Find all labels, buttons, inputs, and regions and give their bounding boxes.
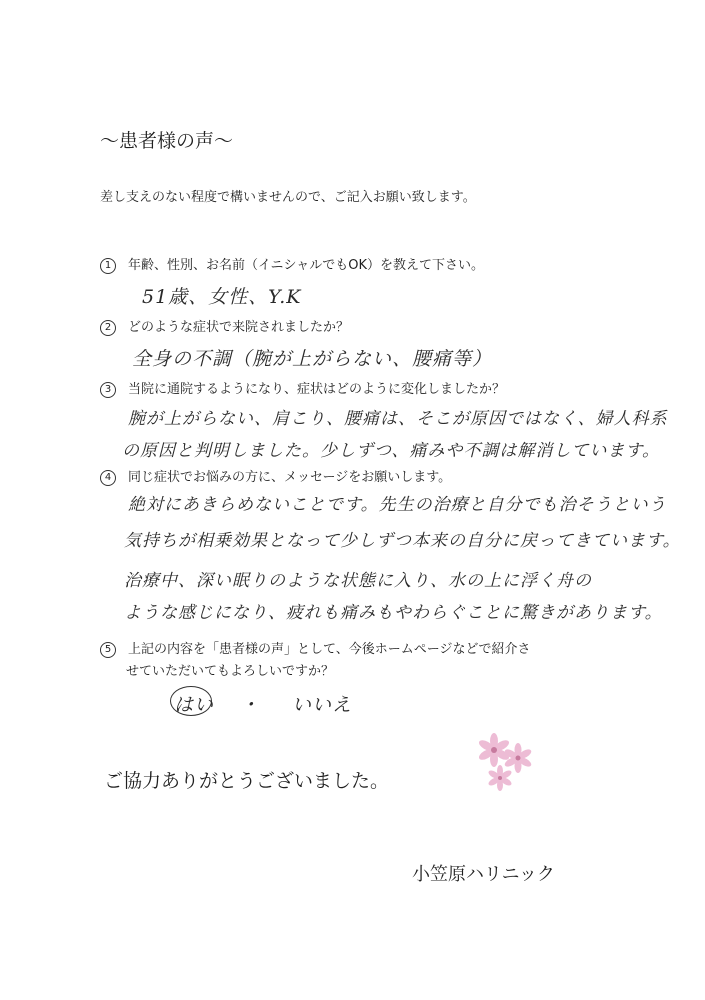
question-number: 5 xyxy=(100,642,116,658)
question-text: 上記の内容を「患者様の声」として、今後ホームページなどで紹介さ xyxy=(128,642,531,657)
answer-3-line-2: の原因と判明しました。少しずつ、痛みや不調は解消しています。 xyxy=(122,441,660,461)
answer-5-separator: ・ xyxy=(240,694,261,716)
answer-5-yes: はい xyxy=(174,694,215,716)
question-5 xyxy=(100,638,530,658)
answer-5-no: いいえ xyxy=(292,694,353,716)
answer-4-line-4: ような感じになり、疲れも痛みもやわらぐことに驚きがあります。 xyxy=(124,603,663,623)
thanks-message: ご協力ありがとうございました。 xyxy=(104,770,390,792)
answer-4-line-3: 治療中、深い眠りのような状態に入り、水の上に浮く舟の xyxy=(124,571,592,591)
question-5-line-2: せていただいてもよろしいですか？ xyxy=(126,664,335,679)
question-number: 3 xyxy=(100,382,116,398)
page-title: 〜患者様の声〜 xyxy=(100,130,234,152)
question-number: 4 xyxy=(100,470,116,486)
answer-4-line-1: 絶対にあきらめないことです。先生の治療と自分でも治そうという xyxy=(128,495,667,515)
question-number: 2 xyxy=(100,320,116,336)
question-3 xyxy=(100,378,505,398)
question-4 xyxy=(100,466,451,486)
question-1 xyxy=(100,254,484,274)
question-text: どのような症状で来院されましたか？ xyxy=(128,320,350,335)
clinic-name: 小笠原ハリニック xyxy=(412,864,555,885)
question-text: 年齢、性別、お名前（イニシャルでもOK）を教えて下さい。 xyxy=(128,258,484,273)
answer-4-line-2: 気持ちが相乗効果となって少しずつ本来の自分に戻ってきています。 xyxy=(124,531,681,551)
answer-2: 全身の不調（腕が上がらない、腰痛等） xyxy=(132,348,493,370)
question-number: 1 xyxy=(100,258,116,274)
flower-decoration-icon xyxy=(470,728,540,798)
intro-text: 差し支えのない程度で構いませんので、ご記入お願い致します。 xyxy=(100,190,476,205)
question-text: 同じ症状でお悩みの方に、メッセージをお願いします。 xyxy=(128,470,452,485)
answer-1: 51歳、女性、Y.K xyxy=(142,286,302,308)
question-2 xyxy=(100,316,349,336)
question-text: 当院に通院するようになり、症状はどのように変化しましたか？ xyxy=(128,382,506,397)
answer-3-line-1: 腕が上がらない、肩こり、腰痛は、そこが原因ではなく、婦人科系 xyxy=(128,409,668,429)
